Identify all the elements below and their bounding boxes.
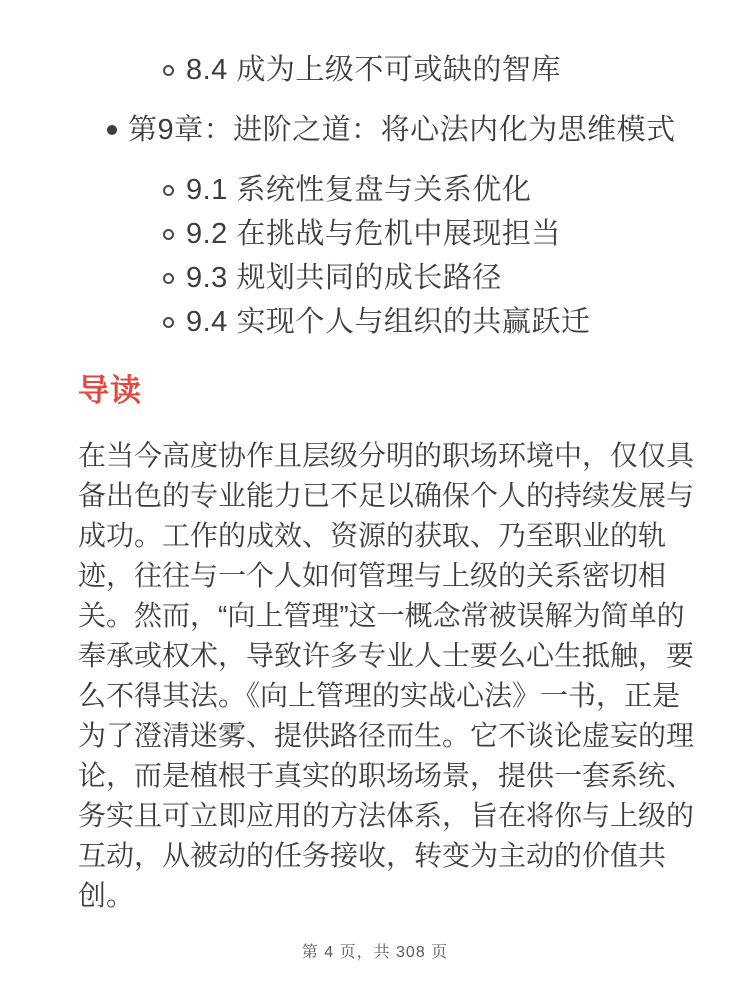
toc-item-label: 9.1 系统性复盘与关系优化 bbox=[186, 174, 532, 206]
toc-item bbox=[0, 218, 750, 250]
toc-item bbox=[0, 174, 750, 206]
toc-item-label: 9.4 实现个人与组织的共赢跃迁 bbox=[186, 306, 591, 338]
circle-bullet-icon bbox=[163, 185, 174, 196]
toc-item bbox=[0, 262, 750, 294]
section-heading: 导读 bbox=[78, 373, 142, 408]
toc-item bbox=[0, 306, 750, 338]
circle-bullet-icon bbox=[163, 65, 174, 76]
circle-bullet-icon bbox=[163, 229, 174, 240]
table-of-contents bbox=[0, 0, 750, 338]
toc-item-label: 9.3 规划共同的成长路径 bbox=[186, 262, 502, 294]
toc-item bbox=[0, 54, 750, 86]
toc-item-label: 第9章：进阶之道：将心法内化为思维模式 bbox=[128, 114, 676, 146]
disc-bullet-icon bbox=[107, 125, 117, 135]
toc-item-chapter bbox=[0, 114, 750, 146]
page-number-indicator: 第 4 页，共 308 页 bbox=[301, 944, 449, 961]
toc-item-label: 9.2 在挑战与危机中展现担当 bbox=[186, 218, 561, 250]
toc-item-label: 8.4 成为上级不可或缺的智库 bbox=[186, 54, 561, 86]
circle-bullet-icon bbox=[163, 273, 174, 284]
circle-bullet-icon bbox=[163, 317, 174, 328]
intro-paragraph: 在当今高度协作且层级分明的职场环境中，仅仅具备出色的专业能力已不足以确保个人的持续发展与成功。工作的成效、资源的获取、乃至职业的轨迹，往往与一个人如何管理与上级的关系密切相关。然而，“向上管理”这一概念常被误解为简单的奉承或权术，导致许多专业人士要么心生抵触，要么不得其法。《向上管理的实战心法》一书，正是为了澄清迷雾、提供路径而生。它不谈论虚妄的理论，而是植根于真实的职场场景，提供一套系统、务实且可立即应用的方法体系，旨在将你与上级的互动，从被动的任务接收，转变为主动的价值共创。 bbox=[78, 440, 695, 911]
